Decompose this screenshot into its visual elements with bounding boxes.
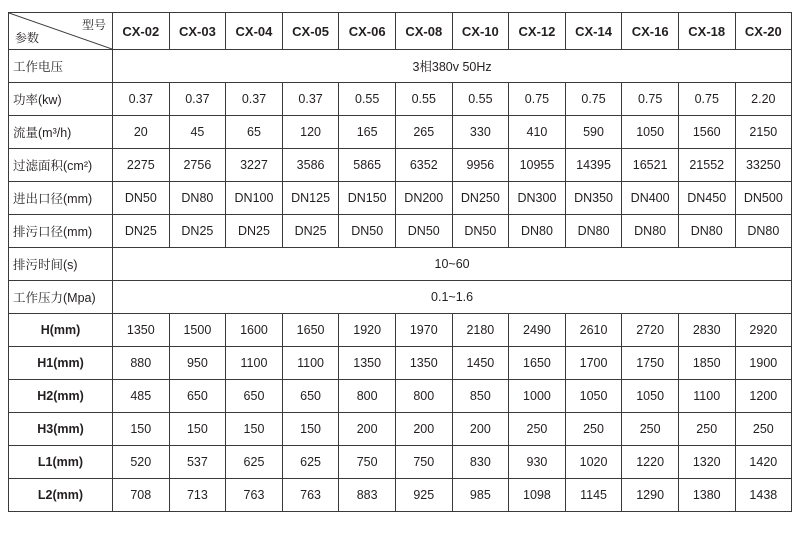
value-cell: 485 — [113, 380, 170, 413]
value-cell: 200 — [339, 413, 396, 446]
value-cell: 520 — [113, 446, 170, 479]
value-cell: 1920 — [339, 314, 396, 347]
param-label: L1(mm) — [9, 446, 113, 479]
value-cell: DN80 — [678, 215, 735, 248]
value-cell: DN125 — [282, 182, 339, 215]
value-cell: DN25 — [113, 215, 170, 248]
value-cell: 925 — [395, 479, 452, 512]
value-cell: 800 — [339, 380, 396, 413]
value-cell: 6352 — [395, 149, 452, 182]
value-cell: 537 — [169, 446, 226, 479]
corner-param-label: 参数 — [15, 31, 40, 45]
table-row — [9, 380, 792, 413]
value-cell: DN80 — [565, 215, 622, 248]
value-cell: 21552 — [678, 149, 735, 182]
value-cell: 1000 — [509, 380, 566, 413]
value-cell: 150 — [169, 413, 226, 446]
value-cell: 1290 — [622, 479, 679, 512]
model-header-cx-04: CX-04 — [226, 13, 283, 50]
value-cell: DN450 — [678, 182, 735, 215]
value-cell: 950 — [169, 347, 226, 380]
value-cell: DN500 — [735, 182, 792, 215]
table-row — [9, 83, 792, 116]
value-cell: 650 — [226, 380, 283, 413]
value-cell: DN300 — [509, 182, 566, 215]
model-header-cx-16: CX-16 — [622, 13, 679, 50]
value-cell: 1650 — [509, 347, 566, 380]
value-cell: DN50 — [395, 215, 452, 248]
value-cell: DN25 — [169, 215, 226, 248]
value-cell: 830 — [452, 446, 509, 479]
value-cell: 0.37 — [169, 83, 226, 116]
value-cell: 1350 — [113, 314, 170, 347]
value-cell: 880 — [113, 347, 170, 380]
value-cell: 65 — [226, 116, 283, 149]
value-cell: DN80 — [735, 215, 792, 248]
value-cell: 650 — [282, 380, 339, 413]
corner-model-label: 型号 — [81, 18, 106, 32]
value-cell: 1650 — [282, 314, 339, 347]
param-label: 流量(m³/h) — [9, 116, 113, 149]
value-cell: 1200 — [735, 380, 792, 413]
param-label: 工作电压 — [9, 50, 113, 83]
value-cell: 2830 — [678, 314, 735, 347]
table-row — [9, 479, 792, 512]
value-cell: DN50 — [452, 215, 509, 248]
value-cell: 1098 — [509, 479, 566, 512]
model-header-cx-14: CX-14 — [565, 13, 622, 50]
value-cell: DN150 — [339, 182, 396, 215]
value-cell: 1320 — [678, 446, 735, 479]
value-cell: 165 — [339, 116, 396, 149]
value-cell: 250 — [509, 413, 566, 446]
value-cell: 1350 — [395, 347, 452, 380]
spanned-value: 10~60 — [113, 248, 792, 281]
model-header-cx-20: CX-20 — [735, 13, 792, 50]
param-label: H2(mm) — [9, 380, 113, 413]
value-cell: 763 — [226, 479, 283, 512]
table-row — [9, 281, 792, 314]
value-cell: 1145 — [565, 479, 622, 512]
value-cell: DN250 — [452, 182, 509, 215]
value-cell: 1450 — [452, 347, 509, 380]
model-header-cx-02: CX-02 — [113, 13, 170, 50]
model-header-cx-08: CX-08 — [395, 13, 452, 50]
value-cell: 1100 — [282, 347, 339, 380]
model-header-cx-05: CX-05 — [282, 13, 339, 50]
value-cell: 0.75 — [509, 83, 566, 116]
value-cell: 1100 — [678, 380, 735, 413]
table-row — [9, 248, 792, 281]
param-label: 过滤面积(cm²) — [9, 149, 113, 182]
value-cell: 850 — [452, 380, 509, 413]
value-cell: 1020 — [565, 446, 622, 479]
value-cell: 1700 — [565, 347, 622, 380]
value-cell: 2150 — [735, 116, 792, 149]
value-cell: 9956 — [452, 149, 509, 182]
table-row — [9, 50, 792, 83]
param-label: H1(mm) — [9, 347, 113, 380]
table-body — [9, 50, 792, 512]
table-row — [9, 149, 792, 182]
value-cell: 1850 — [678, 347, 735, 380]
spanned-value: 3相380v 50Hz — [113, 50, 792, 83]
value-cell: 625 — [282, 446, 339, 479]
value-cell: 250 — [565, 413, 622, 446]
value-cell: 3227 — [226, 149, 283, 182]
param-label: 进出口径(mm) — [9, 182, 113, 215]
spec-table — [8, 12, 792, 512]
model-header-cx-06: CX-06 — [339, 13, 396, 50]
value-cell: DN80 — [169, 182, 226, 215]
value-cell: 1350 — [339, 347, 396, 380]
value-cell: 1050 — [622, 380, 679, 413]
value-cell: 0.37 — [113, 83, 170, 116]
value-cell: 0.37 — [226, 83, 283, 116]
table-row — [9, 182, 792, 215]
value-cell: DN350 — [565, 182, 622, 215]
value-cell: 750 — [339, 446, 396, 479]
value-cell: 930 — [509, 446, 566, 479]
corner-cell — [9, 13, 113, 50]
table-row — [9, 215, 792, 248]
param-label: 工作压力(Mpa) — [9, 281, 113, 314]
value-cell: 650 — [169, 380, 226, 413]
value-cell: DN80 — [622, 215, 679, 248]
value-cell: 2490 — [509, 314, 566, 347]
value-cell: 0.55 — [395, 83, 452, 116]
value-cell: 2720 — [622, 314, 679, 347]
value-cell: DN50 — [339, 215, 396, 248]
value-cell: 1438 — [735, 479, 792, 512]
param-label: L2(mm) — [9, 479, 113, 512]
value-cell: 1970 — [395, 314, 452, 347]
value-cell: DN200 — [395, 182, 452, 215]
value-cell: 20 — [113, 116, 170, 149]
value-cell: 0.37 — [282, 83, 339, 116]
param-label: 排污时间(s) — [9, 248, 113, 281]
table-row — [9, 347, 792, 380]
value-cell: 1500 — [169, 314, 226, 347]
value-cell: 16521 — [622, 149, 679, 182]
model-header-cx-18: CX-18 — [678, 13, 735, 50]
value-cell: 150 — [226, 413, 283, 446]
param-label: 排污口径(mm) — [9, 215, 113, 248]
value-cell: 590 — [565, 116, 622, 149]
value-cell: 1560 — [678, 116, 735, 149]
value-cell: 1050 — [622, 116, 679, 149]
value-cell: 3586 — [282, 149, 339, 182]
model-header-cx-12: CX-12 — [509, 13, 566, 50]
value-cell: 1050 — [565, 380, 622, 413]
value-cell: DN100 — [226, 182, 283, 215]
header-row — [9, 13, 792, 50]
value-cell: 5865 — [339, 149, 396, 182]
value-cell: 45 — [169, 116, 226, 149]
value-cell: 763 — [282, 479, 339, 512]
param-label: 功率(kw) — [9, 83, 113, 116]
value-cell: 1900 — [735, 347, 792, 380]
value-cell: 1220 — [622, 446, 679, 479]
value-cell: 330 — [452, 116, 509, 149]
value-cell: DN25 — [282, 215, 339, 248]
value-cell: 2180 — [452, 314, 509, 347]
value-cell: 713 — [169, 479, 226, 512]
value-cell: 1420 — [735, 446, 792, 479]
value-cell: 410 — [509, 116, 566, 149]
value-cell: 1100 — [226, 347, 283, 380]
table-row — [9, 446, 792, 479]
value-cell: 0.75 — [565, 83, 622, 116]
value-cell: 1600 — [226, 314, 283, 347]
param-label: H(mm) — [9, 314, 113, 347]
value-cell: 2610 — [565, 314, 622, 347]
value-cell: 150 — [282, 413, 339, 446]
value-cell: 200 — [452, 413, 509, 446]
param-label: H3(mm) — [9, 413, 113, 446]
value-cell: 0.55 — [339, 83, 396, 116]
value-cell: DN25 — [226, 215, 283, 248]
value-cell: DN400 — [622, 182, 679, 215]
value-cell: 200 — [395, 413, 452, 446]
value-cell: 800 — [395, 380, 452, 413]
value-cell: 625 — [226, 446, 283, 479]
value-cell: 1750 — [622, 347, 679, 380]
value-cell: 250 — [622, 413, 679, 446]
value-cell: 250 — [735, 413, 792, 446]
model-header-cx-03: CX-03 — [169, 13, 226, 50]
table-row — [9, 116, 792, 149]
value-cell: 0.55 — [452, 83, 509, 116]
value-cell: 250 — [678, 413, 735, 446]
value-cell: 985 — [452, 479, 509, 512]
model-header-cx-10: CX-10 — [452, 13, 509, 50]
table-row — [9, 413, 792, 446]
value-cell: DN50 — [113, 182, 170, 215]
value-cell: 120 — [282, 116, 339, 149]
value-cell: 0.75 — [678, 83, 735, 116]
table-row — [9, 314, 792, 347]
value-cell: 33250 — [735, 149, 792, 182]
value-cell: 10955 — [509, 149, 566, 182]
value-cell: 708 — [113, 479, 170, 512]
value-cell: 1380 — [678, 479, 735, 512]
value-cell: 0.75 — [622, 83, 679, 116]
value-cell: 750 — [395, 446, 452, 479]
value-cell: 2.20 — [735, 83, 792, 116]
value-cell: 883 — [339, 479, 396, 512]
value-cell: 14395 — [565, 149, 622, 182]
spanned-value: 0.1~1.6 — [113, 281, 792, 314]
value-cell: 150 — [113, 413, 170, 446]
value-cell: 265 — [395, 116, 452, 149]
value-cell: 2756 — [169, 149, 226, 182]
value-cell: DN80 — [509, 215, 566, 248]
value-cell: 2275 — [113, 149, 170, 182]
value-cell: 2920 — [735, 314, 792, 347]
